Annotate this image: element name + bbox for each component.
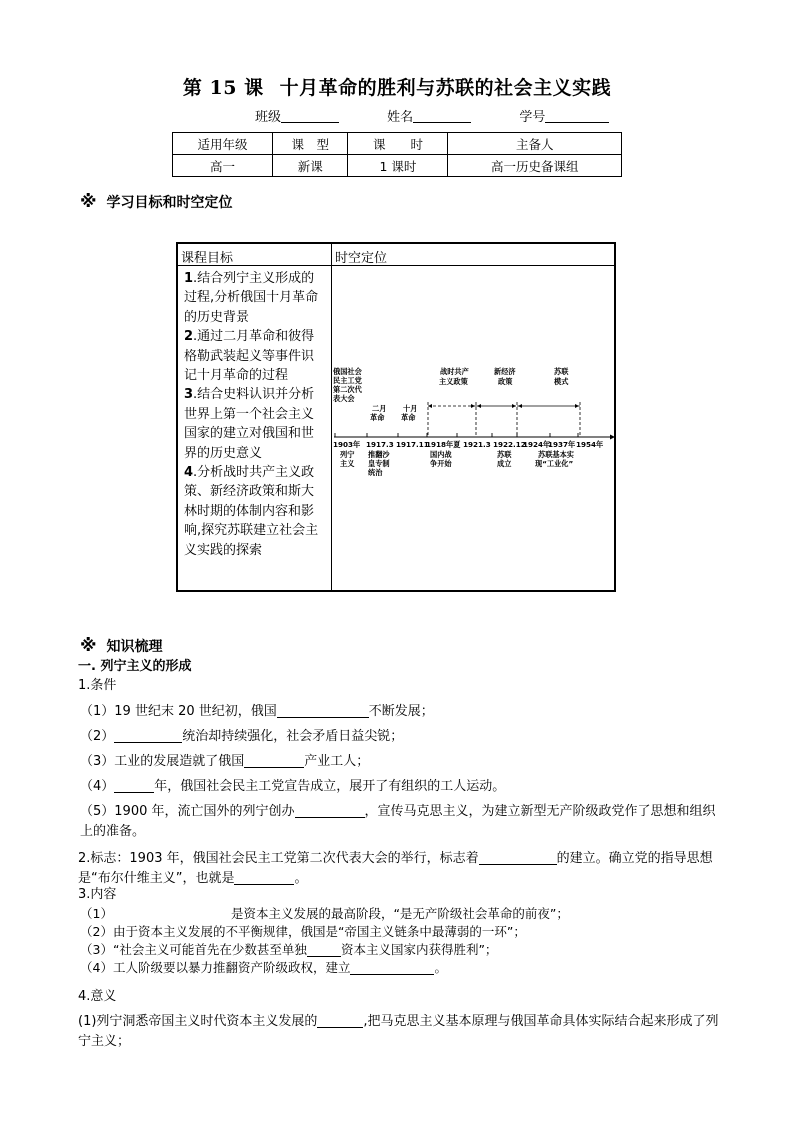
content-3: （3）“社会主义可能首先在少数甚至单独 资本主义国家内获得胜利”；	[80, 942, 498, 957]
significance-title: 4.意义	[78, 989, 117, 1004]
content-4: （4）工人阶级要以暴力推翻资产阶级政权，建立 。	[80, 960, 447, 975]
label-overthrow-tsar: 推翻沙皇专制统治	[368, 450, 390, 477]
value-type: 新课	[272, 155, 347, 177]
page-title	[0, 73, 794, 100]
header-preparer: 主备人	[448, 133, 622, 155]
condition-5: （5）1900 年，流亡国外的列宁创办 ，宣传马克思主义，为建立新型无产阶级政党作了思想和组织上的准备。	[80, 804, 716, 839]
value-hours: 1 课时	[348, 155, 448, 177]
content-2: （2）由于资本主义发展的不平衡规律，俄国是“帝国主义链条中最薄弱的一环”；	[80, 924, 526, 939]
label-february-revolution: 二月革命	[370, 404, 387, 422]
table-row	[173, 155, 622, 177]
date-1924: 1924年	[523, 440, 551, 449]
label-congress: 俄国社会民主工党第二次代表大会	[333, 367, 362, 403]
objectives-table	[176, 242, 616, 592]
condition-3: （3）工业的发展造就了俄国 产业工人；	[80, 754, 370, 769]
condition-1: （1）19 世纪末 20 世纪初，俄国 不断发展；	[80, 704, 434, 719]
fill-blank[interactable]	[295, 804, 365, 818]
date-1921-3: 1921.3	[463, 440, 491, 449]
section-heading-objectives: ※ 学习目标和时空定位	[80, 192, 233, 212]
fill-blank[interactable]	[114, 779, 154, 793]
lesson-number: 第 15 课	[182, 77, 264, 99]
col-course-goals: 课程目标	[181, 251, 234, 266]
fill-blank[interactable]	[317, 1014, 363, 1028]
student-number-field[interactable]: 学号	[519, 106, 609, 125]
significance-1: (1)列宁洞悉帝国主义时代资本主义发展的 ,把马克思主义基本原理与俄国革命具体实际结合起来形成了列宁主义；	[78, 1014, 719, 1049]
date-1954: 1954年	[576, 440, 604, 449]
fill-blank[interactable]	[234, 871, 294, 885]
header-hours: 课 时	[348, 133, 448, 155]
condition-2: （2） 统治却持续强化，社会矛盾日益尖锐；	[80, 729, 404, 744]
label-october-revolution: 十月革命	[401, 404, 418, 422]
section-heading-knowledge: ※ 知识梳理	[80, 636, 163, 656]
header-type: 课 型	[272, 133, 347, 155]
label-leninism: 列宁主义	[340, 450, 355, 468]
student-info	[255, 106, 653, 125]
goal-item: 4.分析战时共产主义政策、新经济政策和斯大林时期的体制内容和影响,探究苏联建立社会主义实践的探索	[184, 465, 319, 558]
goal-item: 3.结合史料认识并分析世界上第一个社会主义国家的建立对俄国和世界的历史意义	[184, 387, 315, 461]
label-soviet-model: 苏联模式	[554, 367, 569, 386]
date-1917-3: 1917.3	[366, 440, 394, 449]
fill-blank[interactable]	[350, 961, 434, 975]
fill-blank[interactable]	[114, 729, 182, 743]
col-time-space: 时空定位	[335, 251, 388, 266]
axis-arrow-icon	[610, 435, 615, 440]
goals-list	[184, 269, 326, 560]
date-1918: 1918年夏	[426, 440, 461, 449]
fill-blank[interactable]	[479, 851, 557, 865]
label-civil-war: 国内战争开始	[430, 450, 452, 468]
condition-4: （4） 年，俄国社会民主工党宣告成立，展开了有组织的工人运动。	[80, 779, 506, 794]
table-row	[173, 133, 622, 155]
name-field[interactable]: 姓名	[387, 106, 471, 125]
part-heading: 一. 列宁主义的形成	[78, 659, 192, 674]
reference-mark-icon: ※	[80, 192, 97, 212]
header-grade: 适用年级	[173, 133, 273, 155]
reference-mark-icon: ※	[80, 636, 97, 656]
timeline-diagram	[332, 266, 616, 592]
date-1903: 1903年	[333, 440, 361, 449]
fill-blank[interactable]	[307, 943, 341, 957]
sign-paragraph: 2.标志：1903 年，俄国社会民主工党第二次代表大会的举行，标志着 的建立。确立党的指导思想是“布尔什维主义”，也就是 。	[78, 851, 713, 886]
label-nep: 新经济政策	[494, 367, 516, 386]
class-field[interactable]: 班级	[255, 106, 339, 125]
condition-title: 1.条件	[78, 678, 117, 693]
date-1922-12: 1922.12	[493, 440, 526, 449]
goal-item: 2.通过二月革命和彼得格勒武装起义等事件识记十月革命的过程	[184, 329, 315, 384]
objectives-header	[178, 244, 614, 266]
content-1: （1） 是资本主义发展的最高阶段，“是无产阶级社会革命的前夜”；	[80, 906, 569, 921]
label-industrialization: 苏联基本实现“工业化”	[535, 450, 574, 468]
date-1937: 1937年	[548, 440, 576, 449]
lesson-meta-table	[172, 132, 622, 177]
fill-blank[interactable]	[277, 704, 369, 718]
label-ussr-founded: 苏联成立	[497, 450, 512, 468]
date-1917-11: 1917.11	[396, 440, 429, 449]
value-grade: 高一	[173, 155, 273, 177]
label-war-communism: 战时共产主义政策	[439, 367, 469, 386]
value-preparer: 高一历史备课组	[448, 155, 622, 177]
lesson-name: 十月革命的胜利与苏联的社会主义实践	[279, 77, 612, 99]
fill-blank[interactable]	[244, 754, 304, 768]
content-title: 3.内容	[78, 887, 117, 902]
goal-item: 1.结合列宁主义形成的过程,分析俄国十月革命的历史背景	[184, 271, 319, 325]
